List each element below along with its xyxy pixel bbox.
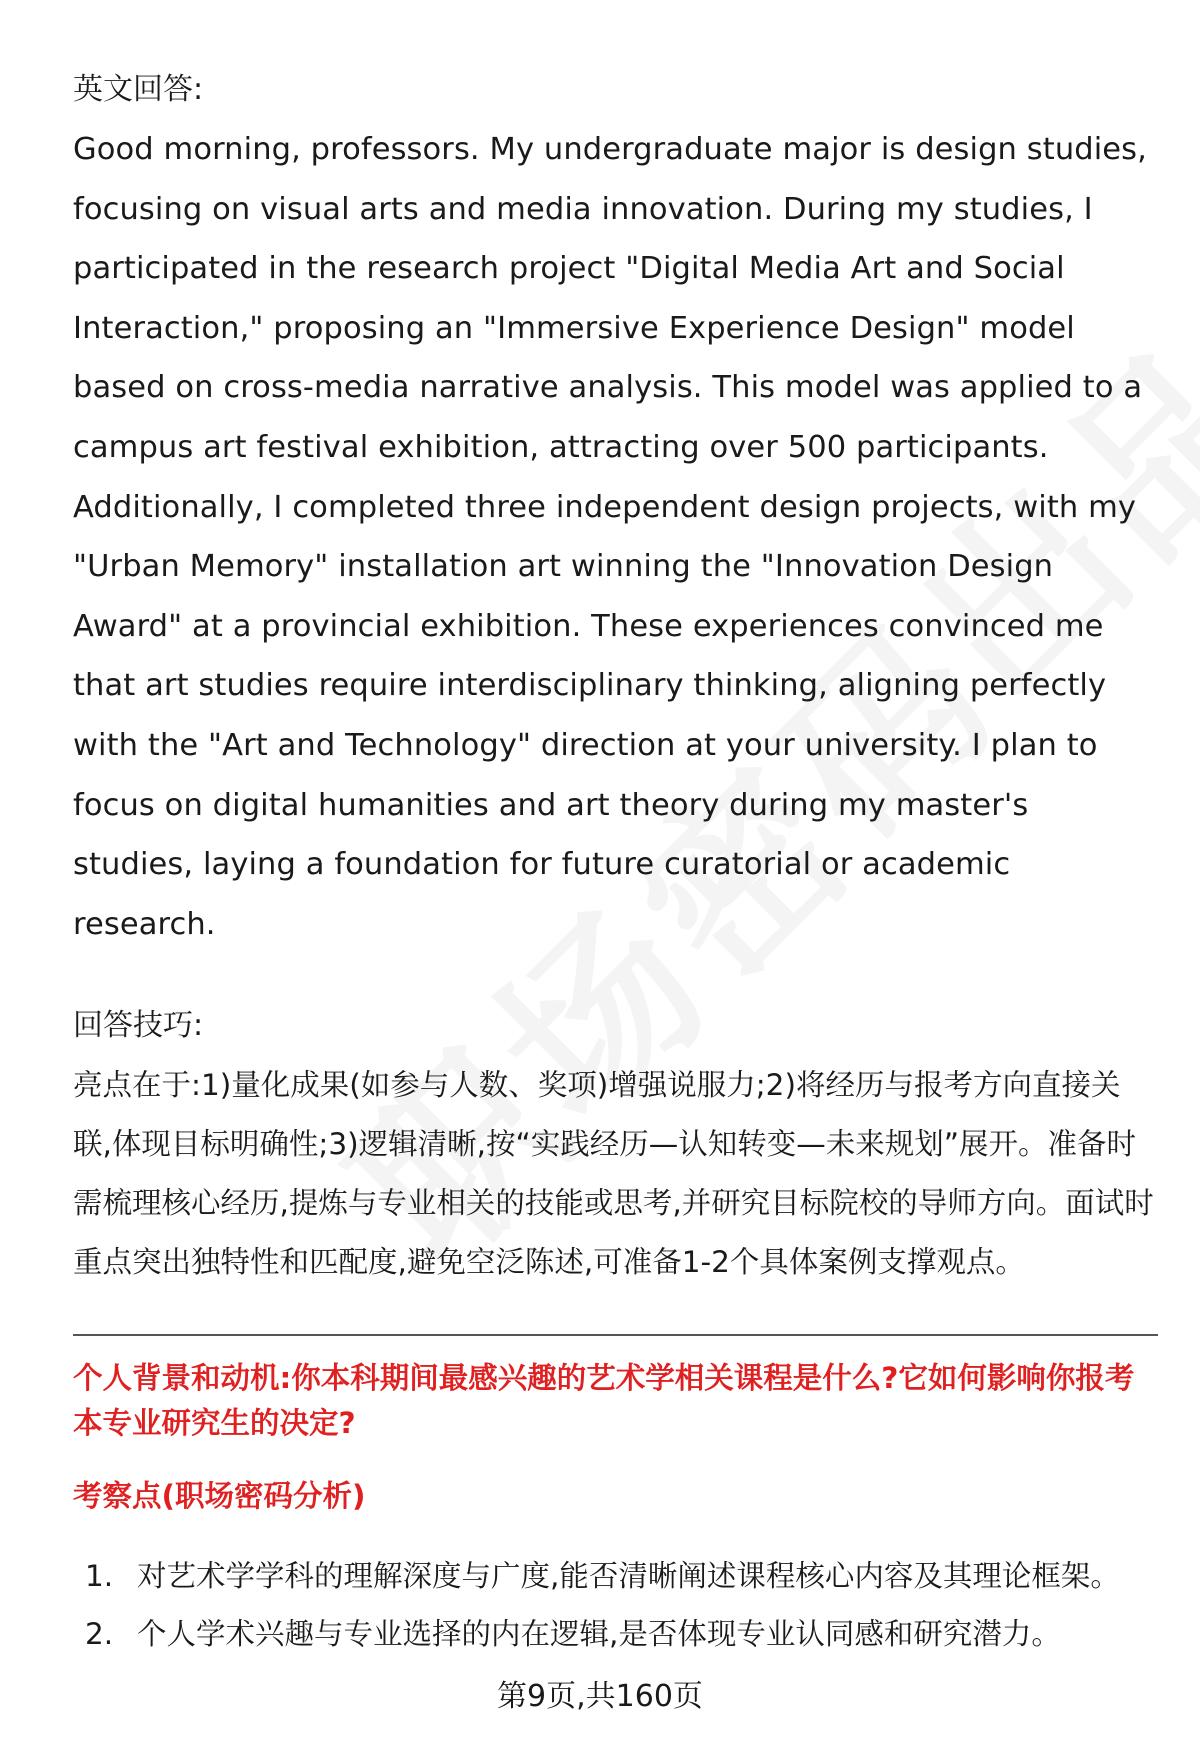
list-item-text: 个人学术兴趣与专业选择的内在逻辑,是否体现专业认同感和研究潜力。 — [137, 1617, 1061, 1652]
page-number: 第9页,共160页 — [497, 1679, 703, 1714]
english-answer-label: 英文回答: — [73, 72, 204, 107]
assessment-heading: 考察点(职场密码分析) — [73, 1479, 366, 1514]
list-item — [73, 1547, 1158, 1605]
list-item-number: 1. — [85, 1559, 114, 1594]
interview-question: 个人背景和动机:你本科期间最感兴趣的艺术学相关课程是什么?它如何影响你报考本专业研究生的决定? — [73, 1361, 1135, 1441]
assessment-list — [73, 1547, 1158, 1663]
list-item — [73, 1605, 1158, 1663]
list-item-text: 对艺术学学科的理解深度与广度,能否清晰阐述课程核心内容及其理论框架。 — [137, 1559, 1120, 1594]
english-answer-text: Good morning, professors. My undergraduate major is design studies, focusing on visual arts and media innovation. During my studies, I participated in the research project "Digital Media Art and Social Interaction," proposing an "Immersive Experience Design" model based on cross-media narrative analysis. This model was applied to a campus art festival exhibition, attracting over 500 participants. Additionally, I completed three independent design projects, with my "Urban Memory" installation art winning the "Innovation Design Award" at a provincial exhibition. These experiences convinced me that art studies require interdisciplinary thinking, aligning perfectly with the "Art and Technology" direction at your university. I plan to focus on digital humanities and art theory during my master's studies, laying a foundation for future curatorial or academic research. — [73, 132, 1147, 942]
list-item-number: 2. — [85, 1617, 114, 1652]
tips-label: 回答技巧: — [73, 1008, 204, 1044]
section-divider — [73, 1334, 1158, 1336]
document-page — [73, 60, 1158, 1663]
tips-text: 亮点在于:1)量化成果(如参与人数、奖项)增强说服力;2)将经历与报考方向直接关联,体现目标明确性;3)逻辑清晰,按“实践经历—认知转变—未来规划”展开。准备时需梳理核心经历,提炼与专业相关的技能或思考,并研究目标院校的导师方向。面试时重点突出独特性和匹配度,避免空泛陈述,可准备1-2个具体案例支撑观点。 — [73, 1068, 1154, 1280]
